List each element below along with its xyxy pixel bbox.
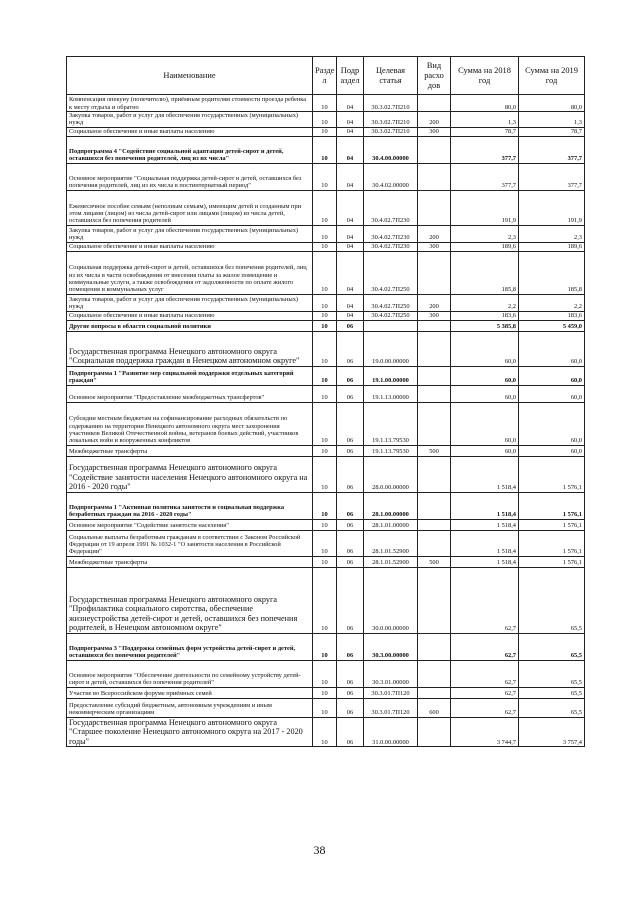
table-row <box>67 687 585 698</box>
cell-r: 10 <box>313 127 337 136</box>
cell-s19: 377,7 <box>519 163 585 190</box>
cell-name: Закупка товаров, работ и услуг для обеспечения государственных (муниципальных) нужд <box>67 225 313 242</box>
cell-cs: 30.3.01.7П120 <box>364 687 418 698</box>
cell-cs: 28.1.01.00000 <box>364 519 418 530</box>
cell-cs: 28.1.00.00000 <box>364 492 418 519</box>
cell-vr: 300 <box>418 311 451 320</box>
header-sum-2018: Сумма на 2018 год <box>451 57 519 95</box>
cell-p: 04 <box>337 225 364 242</box>
cell-vr: 300 <box>418 127 451 136</box>
cell-cs: 30.4.02.7П230 <box>364 190 418 225</box>
cell-s18: 3 744,7 <box>451 717 519 747</box>
table-row <box>67 530 585 556</box>
cell-name: Социальное обеспечение и иные выплаты населению <box>67 127 313 136</box>
cell-vr: 200 <box>418 294 451 311</box>
cell-name: Государственная программа Ненецкого автономного округа "Социальная поддержка граждан в Ненецком автономном округе" <box>67 331 313 366</box>
cell-cs: 30.4.02.7П250 <box>364 251 418 294</box>
cell-s18: 185,8 <box>451 251 519 294</box>
cell-vr <box>418 519 451 530</box>
table-row <box>67 717 585 747</box>
cell-r: 10 <box>313 633 337 660</box>
cell-s18: 2,3 <box>451 225 519 242</box>
cell-name: Основное мероприятие "Обеспечение деятельности по семейному устройству детей-сирот и детей, оставшихся без попечения родителей" <box>67 660 313 687</box>
page-number: 38 <box>313 843 326 857</box>
cell-r: 10 <box>313 163 337 190</box>
cell-p: 06 <box>337 492 364 519</box>
cell-cs: 19.1.13.79530 <box>364 445 418 456</box>
cell-s19: 60,0 <box>519 402 585 445</box>
cell-p: 04 <box>337 190 364 225</box>
cell-p: 04 <box>337 95 364 112</box>
cell-s18: 5 385,8 <box>451 320 519 331</box>
cell-s18: 60,0 <box>451 445 519 456</box>
cell-name: Предоставление субсидий бюджетным, автономным учреждениям и иным некоммерческим организациям <box>67 698 313 717</box>
cell-s19: 2,3 <box>519 225 585 242</box>
cell-p: 04 <box>337 127 364 136</box>
cell-r: 10 <box>313 660 337 687</box>
cell-name: Субсидии местным бюджетам на софинансирование расходных обязательств по содержанию на территории Ненецкого автономного округа мест захоронения участников Великой Отечественной войны, ветеранов боевых действий, участников локальных войн и вооруженных конфликтов <box>67 402 313 445</box>
cell-vr <box>418 530 451 556</box>
cell-cs: 30.3.00.00000 <box>364 633 418 660</box>
cell-name: Социальное обеспечение и иные выплаты населению <box>67 242 313 251</box>
cell-name: Подпрограмма 4 "Содействие социальной адаптации детей-сирот и детей, оставшихся без попечения родителей, лиц из их числа" <box>67 136 313 163</box>
cell-r: 10 <box>313 331 337 366</box>
cell-name: Компенсация опекуну (попечителю), приёмным родителям стоимости проезда ребенка к месту отдыха и обратно <box>67 95 313 112</box>
table-row <box>67 127 585 136</box>
table-row <box>67 320 585 331</box>
cell-p: 06 <box>337 687 364 698</box>
cell-name: Закупка товаров, работ и услуг для обеспечения государственных (муниципальных) нужд <box>67 112 313 128</box>
cell-s19: 60,0 <box>519 445 585 456</box>
cell-vr: 200 <box>418 225 451 242</box>
cell-vr <box>418 366 451 385</box>
cell-s19: 60,0 <box>519 385 585 402</box>
cell-cs: 30.3.02.7П210 <box>364 112 418 128</box>
cell-vr: 300 <box>418 242 451 251</box>
cell-name: Подпрограмма 3 "Поддержка семейных форм устройства детей-сирот и детей, оставшихся без попечения родителей" <box>67 633 313 660</box>
cell-s19: 78,7 <box>519 127 585 136</box>
cell-cs: 19.1.00.00000 <box>364 366 418 385</box>
cell-s18: 377,7 <box>451 163 519 190</box>
cell-vr <box>418 163 451 190</box>
cell-vr <box>418 251 451 294</box>
cell-s19: 1 576,1 <box>519 456 585 492</box>
cell-r: 10 <box>313 242 337 251</box>
cell-vr <box>418 717 451 747</box>
cell-p: 04 <box>337 112 364 128</box>
cell-s19: 1 576,1 <box>519 519 585 530</box>
cell-s18: 2,2 <box>451 294 519 311</box>
cell-name: Социальное обеспечение и иные выплаты населению <box>67 311 313 320</box>
cell-r: 10 <box>313 136 337 163</box>
cell-p: 04 <box>337 136 364 163</box>
cell-vr <box>418 567 451 633</box>
cell-s18: 60,0 <box>451 402 519 445</box>
cell-cs: 30.4.02.7П230 <box>364 242 418 251</box>
cell-s19: 185,8 <box>519 251 585 294</box>
cell-s18: 183,6 <box>451 311 519 320</box>
table-row <box>67 660 585 687</box>
table-row <box>67 402 585 445</box>
budget-table <box>66 56 585 747</box>
cell-s18: 62,7 <box>451 567 519 633</box>
cell-cs: 30.3.01.00000 <box>364 660 418 687</box>
cell-name: Государственная программа Ненецкого автономного округа "Профилактика социального сиротства, обеспечение жизнеустройства детей-сирот и детей, оставшихся без попечения родителей, в Ненецком автономном округе" <box>67 567 313 633</box>
cell-s19: 1 576,1 <box>519 556 585 567</box>
cell-p: 04 <box>337 242 364 251</box>
cell-p: 06 <box>337 366 364 385</box>
header-razdel: Разде л <box>313 57 337 95</box>
cell-p: 06 <box>337 717 364 747</box>
table-row <box>67 567 585 633</box>
cell-r: 10 <box>313 95 337 112</box>
cell-s18: 191,9 <box>451 190 519 225</box>
cell-s19: 183,6 <box>519 311 585 320</box>
table-row <box>67 251 585 294</box>
header-vid: Вид расхо дов <box>418 57 451 95</box>
cell-name: Другие вопросы в области социальной политики <box>67 320 313 331</box>
cell-name: Подпрограмма 1 "Развитие мер социальной поддержки отдельных категорий граждан" <box>67 366 313 385</box>
cell-p: 04 <box>337 163 364 190</box>
cell-r: 10 <box>313 445 337 456</box>
cell-s18: 1,3 <box>451 112 519 128</box>
table-row <box>67 492 585 519</box>
cell-s19: 65,5 <box>519 687 585 698</box>
cell-cs: 30.3.02.7П210 <box>364 127 418 136</box>
cell-s19: 1 576,1 <box>519 492 585 519</box>
cell-s18: 62,7 <box>451 660 519 687</box>
cell-r: 10 <box>313 366 337 385</box>
cell-p: 06 <box>337 567 364 633</box>
cell-p: 06 <box>337 445 364 456</box>
cell-s18: 377,7 <box>451 136 519 163</box>
cell-r: 10 <box>313 567 337 633</box>
cell-p: 06 <box>337 402 364 445</box>
cell-name: Социальная поддержка детей-сирот и детей, оставшихся без попечения родителей, лиц из их числа в части освобождения от внесения платы за жилое помещение и коммунальные услуги, а также освобождения от задолженности по оплате жилого помещения и коммунальных услуг <box>67 251 313 294</box>
cell-name: Межбюджетные трансферты <box>67 445 313 456</box>
cell-name: Основное мероприятие "Социальная поддержка детей-сирот и детей, оставшихся без попечения родителей, лиц из их числа в постинтернатный период" <box>67 163 313 190</box>
table-row <box>67 556 585 567</box>
table-row <box>67 698 585 717</box>
cell-r: 10 <box>313 320 337 331</box>
cell-vr <box>418 660 451 687</box>
cell-cs: 30.4.02.7П250 <box>364 294 418 311</box>
cell-s19: 189,6 <box>519 242 585 251</box>
cell-s18: 1 518,4 <box>451 492 519 519</box>
cell-vr <box>418 385 451 402</box>
cell-name: Государственная программа Ненецкого автономного округа "Содействие занятости населения Ненецкого автономного округа на 2016 - 2020 годы" <box>67 456 313 492</box>
cell-r: 10 <box>313 717 337 747</box>
table-row <box>67 445 585 456</box>
cell-s19: 191,9 <box>519 190 585 225</box>
cell-name: Ежемесячное пособие семьям (неполным семьям), имеющим детей и созданным при этом лицами (лицом) из числа детей-сирот или лицами (лицом) из числа детей, оставшихся без попечения родителей <box>67 190 313 225</box>
cell-s19: 5 459,0 <box>519 320 585 331</box>
table-row <box>67 112 585 128</box>
cell-s19: 3 757,4 <box>519 717 585 747</box>
cell-r: 10 <box>313 687 337 698</box>
table-row <box>67 385 585 402</box>
cell-r: 10 <box>313 698 337 717</box>
cell-s18: 62,7 <box>451 687 519 698</box>
cell-cs: 28.1.01.52900 <box>364 556 418 567</box>
cell-s19: 65,5 <box>519 633 585 660</box>
table-row <box>67 294 585 311</box>
cell-s19: 65,5 <box>519 660 585 687</box>
table-row <box>67 366 585 385</box>
cell-s19: 2,2 <box>519 294 585 311</box>
header-sum-2019: Сумма на 2019 год <box>519 57 585 95</box>
cell-r: 10 <box>313 311 337 320</box>
cell-cs: 30.4.00.00000 <box>364 136 418 163</box>
cell-cs <box>364 320 418 331</box>
table-row <box>67 311 585 320</box>
cell-s18: 62,7 <box>451 698 519 717</box>
table-row <box>67 136 585 163</box>
cell-name: Государственная программа Ненецкого автономного округа "Старшее поколение Ненецкого автономного округа на 2017 - 2020 годы" <box>67 717 313 747</box>
cell-p: 06 <box>337 660 364 687</box>
cell-r: 10 <box>313 251 337 294</box>
table-header-row <box>67 57 585 95</box>
cell-vr <box>418 456 451 492</box>
table-row <box>67 163 585 190</box>
cell-vr <box>418 331 451 366</box>
cell-name: Основное мероприятие "Предоставление межбюджетных трансфертов" <box>67 385 313 402</box>
cell-s19: 60,0 <box>519 331 585 366</box>
cell-p: 06 <box>337 331 364 366</box>
cell-r: 10 <box>313 112 337 128</box>
cell-cs: 19.1.13.79530 <box>364 402 418 445</box>
cell-p: 06 <box>337 519 364 530</box>
cell-vr <box>418 402 451 445</box>
cell-r: 10 <box>313 492 337 519</box>
cell-r: 10 <box>313 456 337 492</box>
cell-vr: 200 <box>418 112 451 128</box>
cell-s19: 1 576,1 <box>519 530 585 556</box>
cell-s18: 189,6 <box>451 242 519 251</box>
cell-name: Подпрограмма 1 "Активная политика занятости и социальная поддержка безработных граждан на 2016 - 2020 годы" <box>67 492 313 519</box>
cell-cs: 30.3.01.7П120 <box>364 698 418 717</box>
cell-r: 10 <box>313 402 337 445</box>
cell-cs: 30.4.02.00000 <box>364 163 418 190</box>
cell-s18: 62,7 <box>451 633 519 660</box>
table-row <box>67 242 585 251</box>
cell-r: 10 <box>313 385 337 402</box>
table-row <box>67 225 585 242</box>
cell-r: 10 <box>313 294 337 311</box>
header-podrazdel: Подр аздел <box>337 57 364 95</box>
cell-vr <box>418 190 451 225</box>
cell-p: 06 <box>337 556 364 567</box>
cell-s18: 60,0 <box>451 366 519 385</box>
cell-s18: 60,0 <box>451 331 519 366</box>
cell-s19: 65,5 <box>519 567 585 633</box>
table-row <box>67 633 585 660</box>
cell-s18: 1 518,4 <box>451 556 519 567</box>
cell-vr <box>418 687 451 698</box>
cell-name: Закупка товаров, работ и услуг для обеспечения государственных (муниципальных) нужд <box>67 294 313 311</box>
cell-p: 06 <box>337 385 364 402</box>
cell-p: 06 <box>337 456 364 492</box>
cell-s18: 78,7 <box>451 127 519 136</box>
cell-cs: 28.0.00.00000 <box>364 456 418 492</box>
cell-name: Основное мероприятие "Содействие занятости населения" <box>67 519 313 530</box>
cell-vr <box>418 136 451 163</box>
cell-s18: 1 518,4 <box>451 519 519 530</box>
cell-s18: 1 518,4 <box>451 456 519 492</box>
cell-p: 06 <box>337 530 364 556</box>
cell-vr <box>418 633 451 660</box>
cell-cs: 30.4.02.7П230 <box>364 225 418 242</box>
cell-cs: 31.0.00.00000 <box>364 717 418 747</box>
cell-name: Межбюджетные трансферты <box>67 556 313 567</box>
cell-vr <box>418 95 451 112</box>
cell-name: Социальные выплаты безработным гражданам в соответствии с Законом Российской Федерации от 19 апреля 1991 № 1032-1 "О занятости населения в Российской Федерации" <box>67 530 313 556</box>
cell-vr <box>418 320 451 331</box>
cell-s18: 80,0 <box>451 95 519 112</box>
cell-p: 06 <box>337 320 364 331</box>
cell-r: 10 <box>313 556 337 567</box>
cell-cs: 30.3.02.7П210 <box>364 95 418 112</box>
cell-cs: 28.1.01.52900 <box>364 530 418 556</box>
cell-r: 10 <box>313 530 337 556</box>
cell-vr: 500 <box>418 556 451 567</box>
cell-s19: 1,3 <box>519 112 585 128</box>
cell-cs: 19.0.00.00000 <box>364 331 418 366</box>
cell-vr: 500 <box>418 445 451 456</box>
cell-r: 10 <box>313 225 337 242</box>
cell-r: 10 <box>313 519 337 530</box>
header-target: Целевая статья <box>364 57 418 95</box>
cell-s19: 60,0 <box>519 366 585 385</box>
cell-p: 06 <box>337 633 364 660</box>
cell-cs: 30.4.02.7П250 <box>364 311 418 320</box>
cell-vr: 600 <box>418 698 451 717</box>
table-row <box>67 331 585 366</box>
cell-p: 04 <box>337 311 364 320</box>
cell-p: 06 <box>337 698 364 717</box>
header-name: Наименование <box>67 57 313 95</box>
cell-s19: 65,5 <box>519 698 585 717</box>
table-row <box>67 519 585 530</box>
cell-s19: 80,0 <box>519 95 585 112</box>
table-row <box>67 95 585 112</box>
cell-p: 04 <box>337 251 364 294</box>
cell-cs: 19.1.13.00000 <box>364 385 418 402</box>
cell-cs: 30.0.00.00000 <box>364 567 418 633</box>
cell-s18: 1 518,4 <box>451 530 519 556</box>
cell-vr <box>418 492 451 519</box>
table-row <box>67 190 585 225</box>
cell-p: 04 <box>337 294 364 311</box>
cell-s18: 60,0 <box>451 385 519 402</box>
cell-name: Участие во Всероссийском форуме приёмных семей <box>67 687 313 698</box>
cell-s19: 377,7 <box>519 136 585 163</box>
cell-r: 10 <box>313 190 337 225</box>
table-row <box>67 456 585 492</box>
